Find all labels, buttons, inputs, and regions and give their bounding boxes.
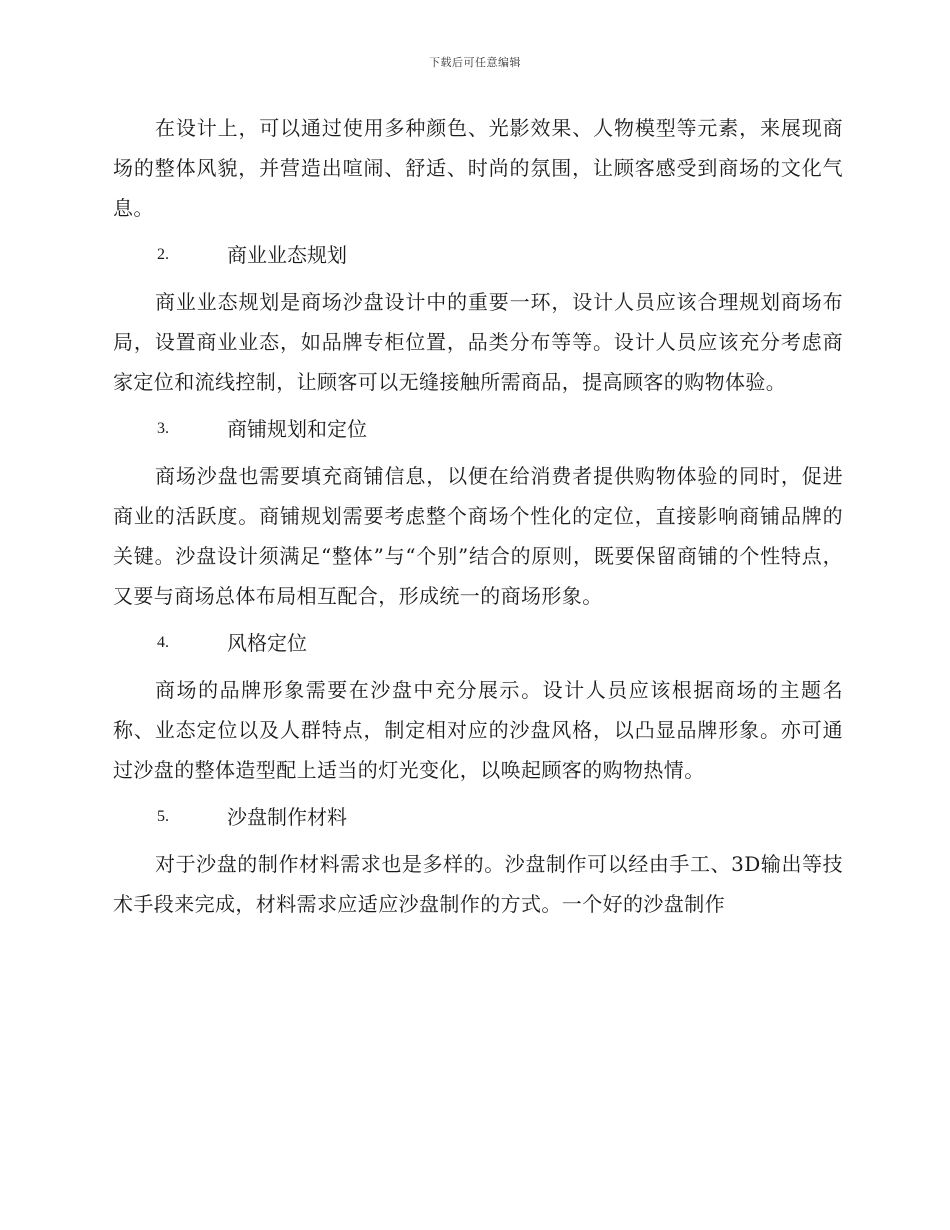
section-title: 风格定位	[227, 631, 307, 655]
page-header: 下载后可任意编辑	[429, 56, 521, 69]
section-heading-3	[113, 409, 843, 449]
paragraph-intro: 在设计上，可以通过使用多种颜色、光影效果、人物模型等元素，来展现商场的整体风貌，并营造出喧闹、舒适、时尚的氛围，让顾客感受到商场的文化气息。	[113, 116, 843, 220]
section-number: 5.	[157, 808, 169, 825]
section-title: 商业业态规划	[227, 243, 347, 267]
paragraph-business-planning: 商业业态规划是商场沙盘设计中的重要一环，设计人员应该合理规划商场布局，设置商业业态，如品牌专柜位置，品类分布等等。设计人员应该充分考虑商家定位和流线控制，让顾客可以无缝接触所需商品，提高顾客的购物体验。	[113, 290, 843, 394]
section-title: 商铺规划和定位	[227, 417, 367, 441]
paragraph-style: 商场的品牌形象需要在沙盘中充分展示。设计人员应该根据商场的主题名称、业态定位以及人群特点，制定相对应的沙盘风格，以凸显品牌形象。亦可通过沙盘的整体造型配上适当的灯光变化，以唤起顾客的购物热情。	[113, 678, 843, 782]
section-number: 3.	[157, 420, 169, 437]
paragraph-shop-planning: 商场沙盘也需要填充商铺信息，以便在给消费者提供购物体验的同时，促进商业的活跃度。商铺规划需要考虑整个商场个性化的定位，直接影响商铺品牌的关键。沙盘设计须满足“整体”与“个别”结合的原则，既要保留商铺的个性特点，又要与商场总体布局相互配合，形成统一的商场形象。	[113, 464, 843, 608]
section-heading-5	[113, 797, 843, 837]
section-number: 4.	[157, 634, 169, 651]
section-number: 2.	[157, 246, 169, 263]
section-heading-2	[113, 235, 843, 275]
section-heading-4	[113, 623, 843, 663]
document-body	[113, 108, 843, 931]
paragraph-materials: 对于沙盘的制作材料需求也是多样的。沙盘制作可以经由手工、3D输出等技术手段来完成，材料需求应适应沙盘制作的方式。一个好的沙盘制作	[113, 852, 843, 916]
section-title: 沙盘制作材料	[227, 805, 347, 829]
